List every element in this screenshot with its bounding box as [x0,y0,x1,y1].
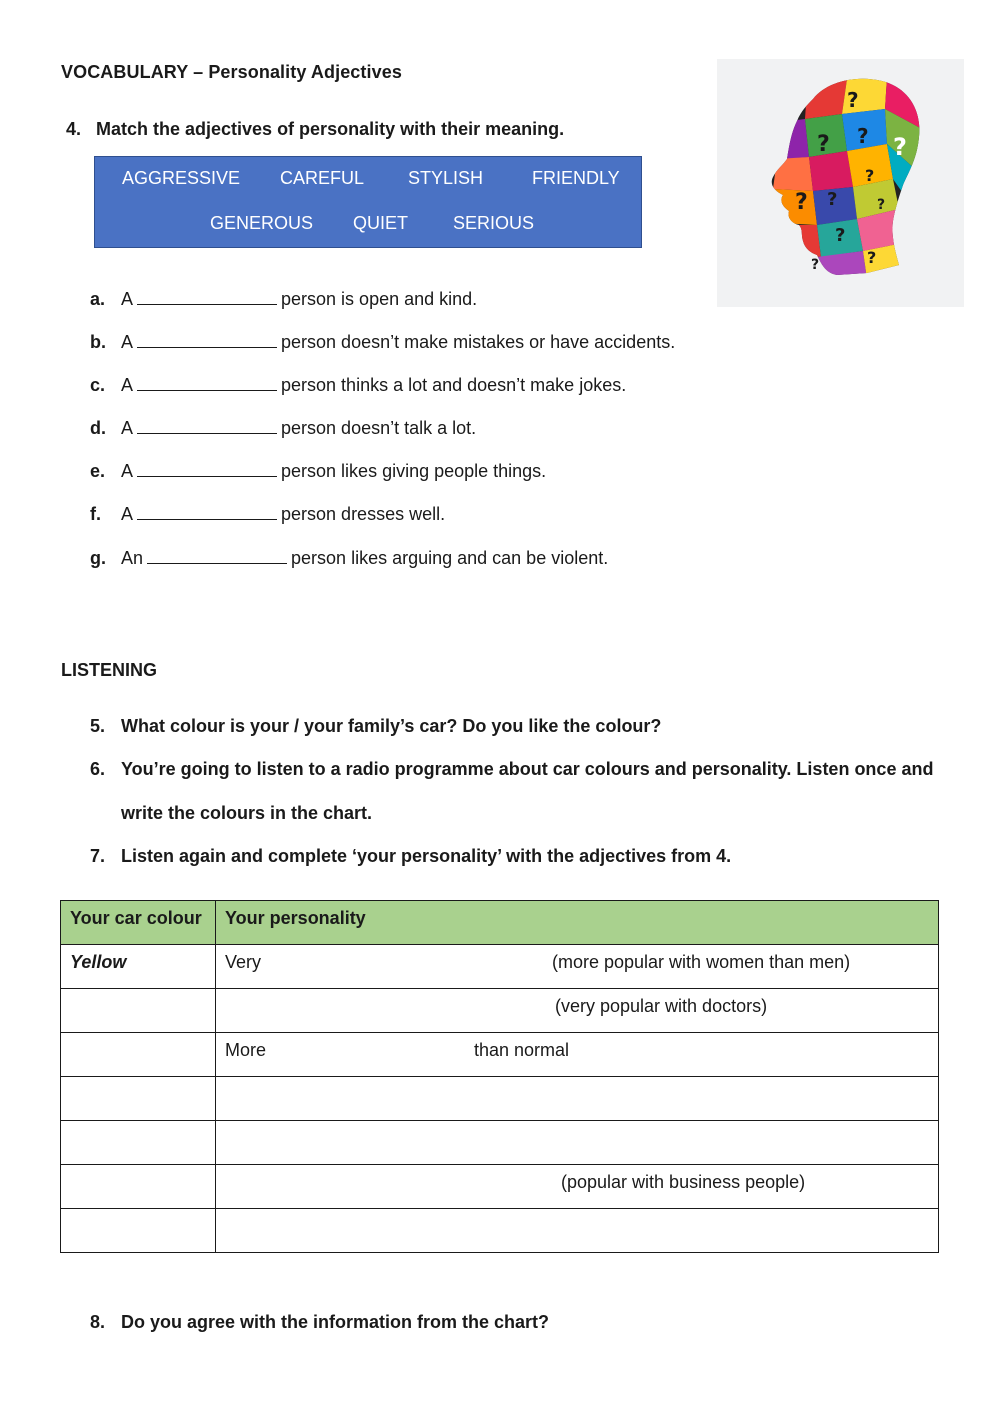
item-article: A [121,418,134,438]
word-careful: CAREFUL [280,168,365,188]
answer-blank[interactable] [137,462,277,477]
personality-cell[interactable] [216,1165,939,1209]
head-illustration [717,59,964,307]
svg-text:?: ? [795,190,808,215]
personality-note: (very popular with doctors) [555,996,768,1016]
colour-cell[interactable] [61,1209,216,1253]
item-article: A [121,332,134,352]
question-text-line1: You’re going to listen to a radio programme about car colours and personality. Listen once and [121,759,934,779]
word-aggressive: AGGRESSIVE [122,168,241,188]
table-row [61,945,939,989]
item-letter: g. [90,548,106,568]
answer-blank[interactable] [137,419,277,434]
question-7 [90,846,731,867]
svg-text:?: ? [827,189,838,210]
personality-note: (popular with business people) [561,1172,806,1192]
word-box [94,156,642,248]
list-item [90,289,477,310]
question-5 [90,716,661,737]
table-row [61,1077,939,1121]
answer-blank[interactable] [137,333,277,348]
item-text: person doesn’t talk a lot. [281,418,477,438]
table-row [61,1033,939,1077]
svg-text:?: ? [857,124,869,148]
svg-text:?: ? [817,132,830,157]
item-text: person dresses well. [281,504,446,524]
svg-text:?: ? [835,225,846,246]
colour-cell[interactable] [61,945,216,989]
personality-note: (more popular with women than men) [552,952,851,972]
colour-cell[interactable] [61,989,216,1033]
personality-cell[interactable] [216,1121,939,1165]
colour-cell[interactable] [61,1077,216,1121]
table-header-row [61,901,939,945]
list-item [90,418,476,439]
word-serious: SERIOUS [453,213,535,233]
car-colour-chart [60,900,939,1253]
question-number: 5. [90,716,106,736]
item-text: person thinks a lot and doesn’t make jokes. [281,375,627,395]
header-cell [216,901,939,945]
colorful-head-question-marks-icon [717,59,964,307]
personality-cell[interactable] [216,1077,939,1121]
question-text: Match the adjectives of personality with their meaning. [96,119,565,139]
list-item [90,332,675,353]
item-letter: c. [90,375,106,395]
svg-text:?: ? [847,88,859,112]
item-article: A [121,461,134,481]
item-text: person doesn’t make mistakes or have accidents. [281,332,676,352]
answer-blank[interactable] [137,290,277,305]
personality-cell[interactable] [216,989,939,1033]
personality-cell[interactable] [216,1033,939,1077]
svg-text:?: ? [893,133,907,161]
question-text: What colour is your / your family’s car? Do you like the colour? [121,716,662,736]
svg-text:?: ? [865,166,875,185]
listening-heading: LISTENING [61,660,158,680]
question-text-line2: write the colours in the chart. [121,802,373,823]
item-letter: a. [90,289,106,309]
item-letter: e. [90,461,106,481]
table-row [61,1209,939,1253]
item-letter: b. [90,332,106,352]
personality-mid: than normal [474,1040,570,1060]
answer-blank[interactable] [147,549,287,564]
list-item [90,461,546,482]
header-cell [61,901,216,945]
item-article: A [121,289,134,309]
item-article: A [121,504,134,524]
colour-cell[interactable] [61,1033,216,1077]
word-generous: GENEROUS [210,213,314,233]
item-letter: f. [90,504,101,524]
personality-cell[interactable] [216,1209,939,1253]
question-number: 4. [66,119,82,139]
colour-text: Yellow [70,952,127,972]
question-number: 7. [90,846,106,866]
answer-blank[interactable] [137,376,277,391]
list-item [90,375,626,396]
item-text: person likes giving people things. [281,461,547,481]
svg-text:?: ? [867,248,877,267]
question-text: Listen again and complete ‘your personality’ with the adjectives from 4. [121,846,732,866]
question-4 [66,119,564,140]
svg-text:?: ? [811,257,820,273]
question-text: Do you agree with the information from the chart? [121,1312,550,1332]
colour-cell[interactable] [61,1121,216,1165]
question-number: 8. [90,1312,106,1332]
personality-cell[interactable] [216,945,939,989]
answer-blank[interactable] [137,505,277,520]
header-car-colour: Your car colour [70,908,202,928]
item-letter: d. [90,418,106,438]
colour-cell[interactable] [61,1165,216,1209]
word-stylish: STYLISH [408,168,484,188]
table-row [61,989,939,1033]
svg-text:?: ? [877,197,886,213]
table-row [61,1121,939,1165]
list-item [90,504,445,525]
item-article: A [121,375,134,395]
item-article: An [121,548,144,568]
word-friendly: FRIENDLY [532,168,620,188]
question-number: 6. [90,759,106,779]
vocabulary-heading: VOCABULARY – Personality Adjectives [61,62,402,82]
question-6 [90,748,960,835]
personality-start: Very [225,952,262,972]
question-8 [90,1312,549,1333]
word-quiet: QUIET [353,213,409,233]
item-text: person likes arguing and can be violent. [291,548,609,568]
personality-start: More [225,1040,267,1060]
table-row [61,1165,939,1209]
header-personality: Your personality [225,908,366,928]
item-text: person is open and kind. [281,289,478,309]
list-item [90,548,608,569]
